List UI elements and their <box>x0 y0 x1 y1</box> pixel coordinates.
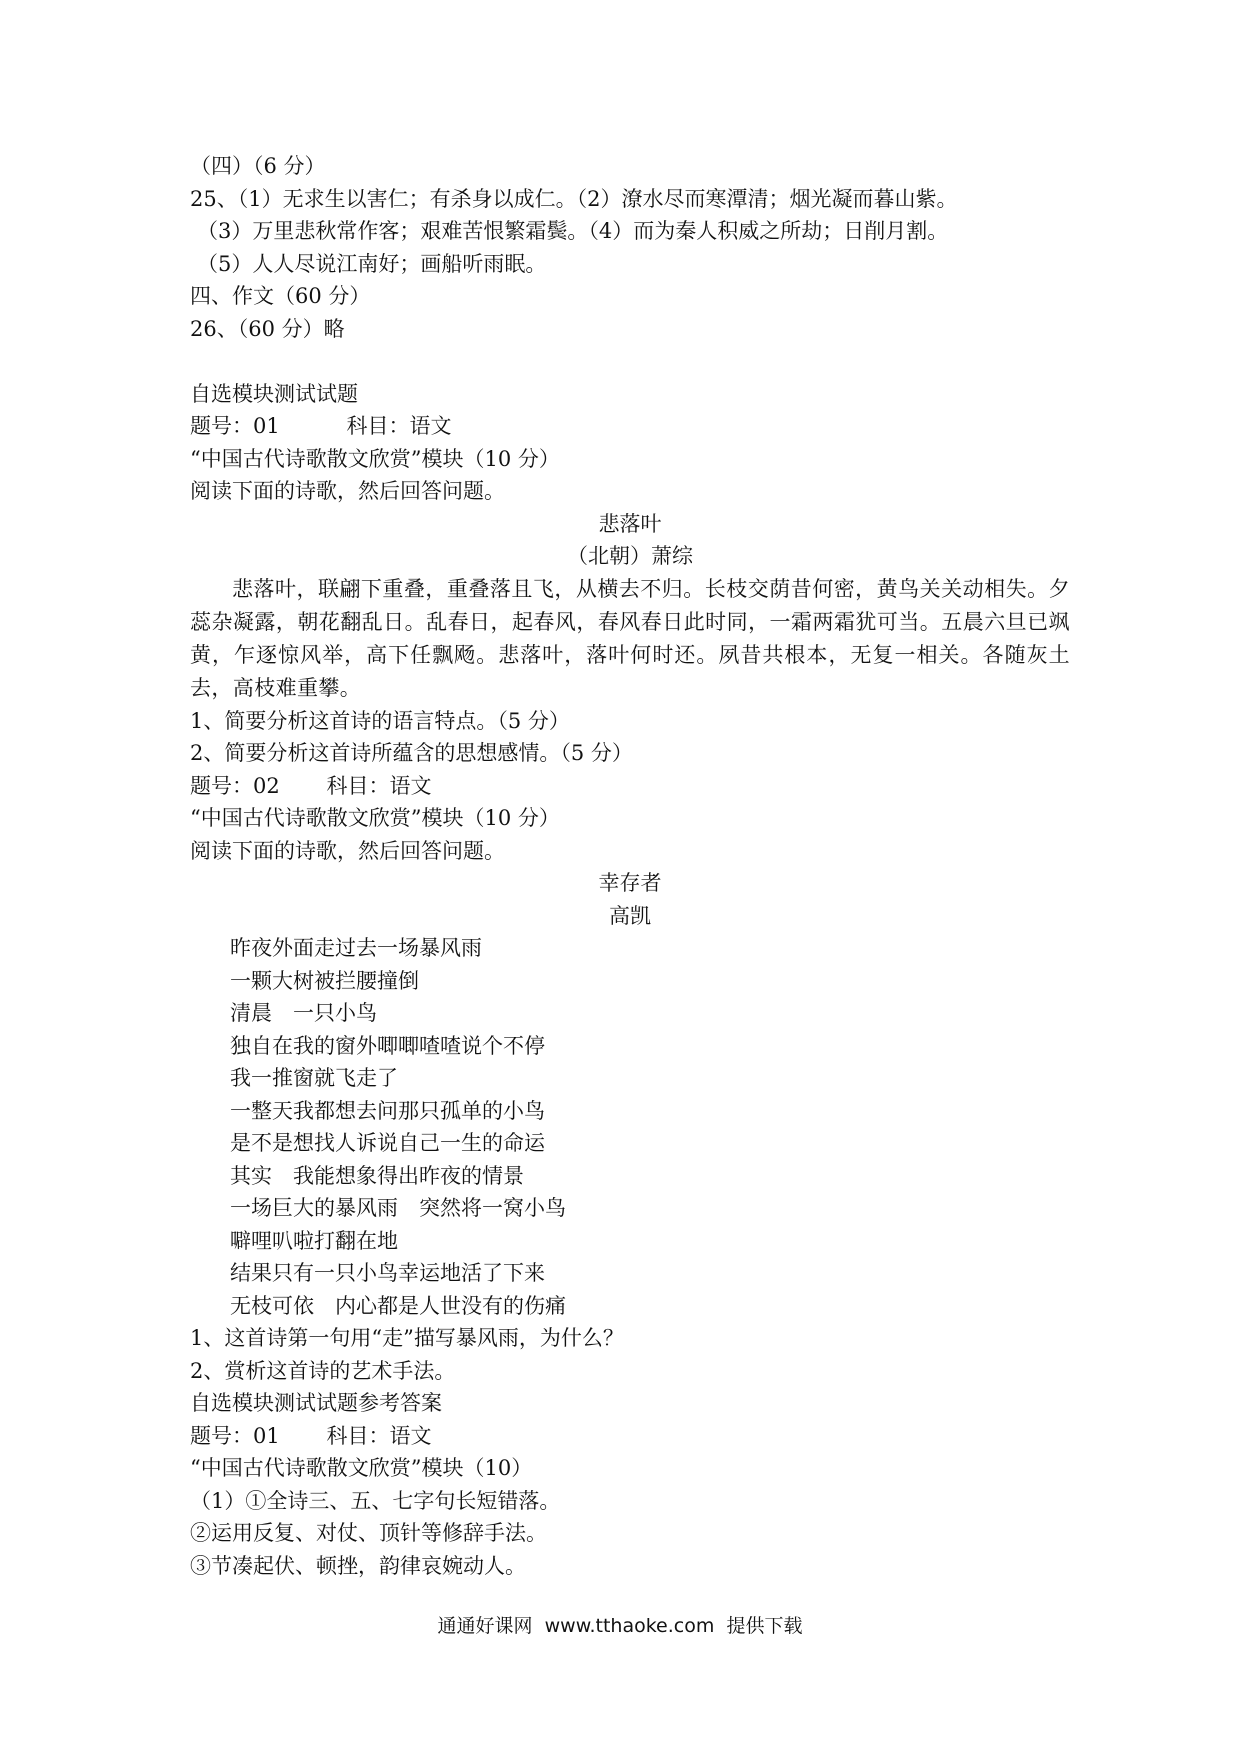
poem-line: 一颗大树被拦腰撞倒 <box>230 968 419 993</box>
answer-line: 26、（60 分）略 <box>190 316 345 341</box>
question-header: 题号：01 科目：语文 <box>190 1423 432 1448</box>
poem-line: 独自在我的窗外唧唧喳喳说个不停 <box>230 1033 545 1058</box>
poem-line: 清晨 一只小鸟 <box>230 1001 377 1025</box>
spacer <box>190 345 1070 378</box>
poem-line: 结果只有一只小鸟幸运地活了下来 <box>230 1261 545 1285</box>
poem-line: 一场巨大的暴风雨 突然将一窝小鸟 <box>230 1196 566 1220</box>
question-item: 2、简要分析这首诗所蕴含的思想感情。（5 分） <box>190 741 633 765</box>
question-item: 1、这首诗第一句用“走”描写暴风雨，为什么？ <box>190 1326 624 1350</box>
instruction: 阅读下面的诗歌，然后回答问题。 <box>190 479 505 503</box>
poem-line: 是不是想找人诉说自己一生的命运 <box>230 1131 545 1155</box>
question-item: 1、简要分析这首诗的语言特点。（5 分） <box>190 708 570 733</box>
document-content <box>190 150 1070 1582</box>
poem-line: 我一推窗就飞走了 <box>230 1066 398 1090</box>
poem-line: 无枝可依 内心都是人世没有的伤痛 <box>230 1293 566 1318</box>
poem-line: 一整天我都想去问那只孤单的小鸟 <box>230 1098 545 1123</box>
poem-title: 悲落叶 <box>598 511 662 536</box>
answer-line: （3）万里悲秋常作客；艰难苦恨繁霜鬓。（4）而为秦人积威之所劫；日削月割。 <box>197 219 949 243</box>
reference-answers-title: 自选模块测试试题参考答案 <box>190 1391 442 1415</box>
poem-line: 噼哩叭啦打翻在地 <box>230 1228 398 1253</box>
question-header: 题号：01 科目：语文 <box>190 414 452 438</box>
module-label: “中国古代诗歌散文欣赏”模块（10 分） <box>190 806 560 830</box>
poem-author: 高凯 <box>609 903 651 928</box>
answer-line: （1）①全诗三、五、七字句长短错落。 <box>190 1488 561 1513</box>
poem-line: 昨夜外面走过去一场暴风雨 <box>230 936 482 960</box>
answer-line: 25、（1）无求生以害仁；有杀身以成仁。（2）潦水尽而寒潭清；烟光凝而暮山紫。 <box>190 186 958 211</box>
poem-line: 其实 我能想象得出昨夜的情景 <box>230 1163 524 1188</box>
module-label: “中国古代诗歌散文欣赏”模块（10 分） <box>190 446 560 471</box>
question-item: 2、赏析这首诗的艺术手法。 <box>190 1358 456 1383</box>
page-footer: 通通好课网 www.tthaoke.com 提供下载 <box>437 1615 803 1637</box>
section-heading: 四、作文（60 分） <box>190 284 371 308</box>
module-test-title: 自选模块测试试题 <box>190 381 358 406</box>
answer-line: ②运用反复、对仗、顶针等修辞手法。 <box>190 1521 547 1545</box>
module-label: “中国古代诗歌散文欣赏”模块（10） <box>190 1456 533 1480</box>
section-heading: （四）（6 分） <box>190 154 326 178</box>
poem-author: （北朝）萧综 <box>567 544 693 568</box>
answer-line: ③节凑起伏、顿挫，韵律哀婉动人。 <box>190 1553 526 1578</box>
poem-title: 幸存者 <box>598 871 662 895</box>
instruction: 阅读下面的诗歌，然后回答问题。 <box>190 838 505 863</box>
question-header: 题号：02 科目：语文 <box>190 773 432 798</box>
answer-line: （5）人人尽说江南好；画船听雨眠。 <box>197 251 547 276</box>
poem-body: 悲落叶，联翩下重叠，重叠落且飞，从横去不归。长枝交荫昔何密，黄鸟关关动相失。夕蕊杂凝露，朝花翻乱日。乱春日，起春风，春风春日此时同，一霜两霜犹可当。五晨六旦已飒黄，乍逐惊风举，高下任飘飏。悲落叶，落叶何时还。夙昔共根本，无复一相关。各随灰土去，高枝难重攀。 <box>190 576 1070 700</box>
